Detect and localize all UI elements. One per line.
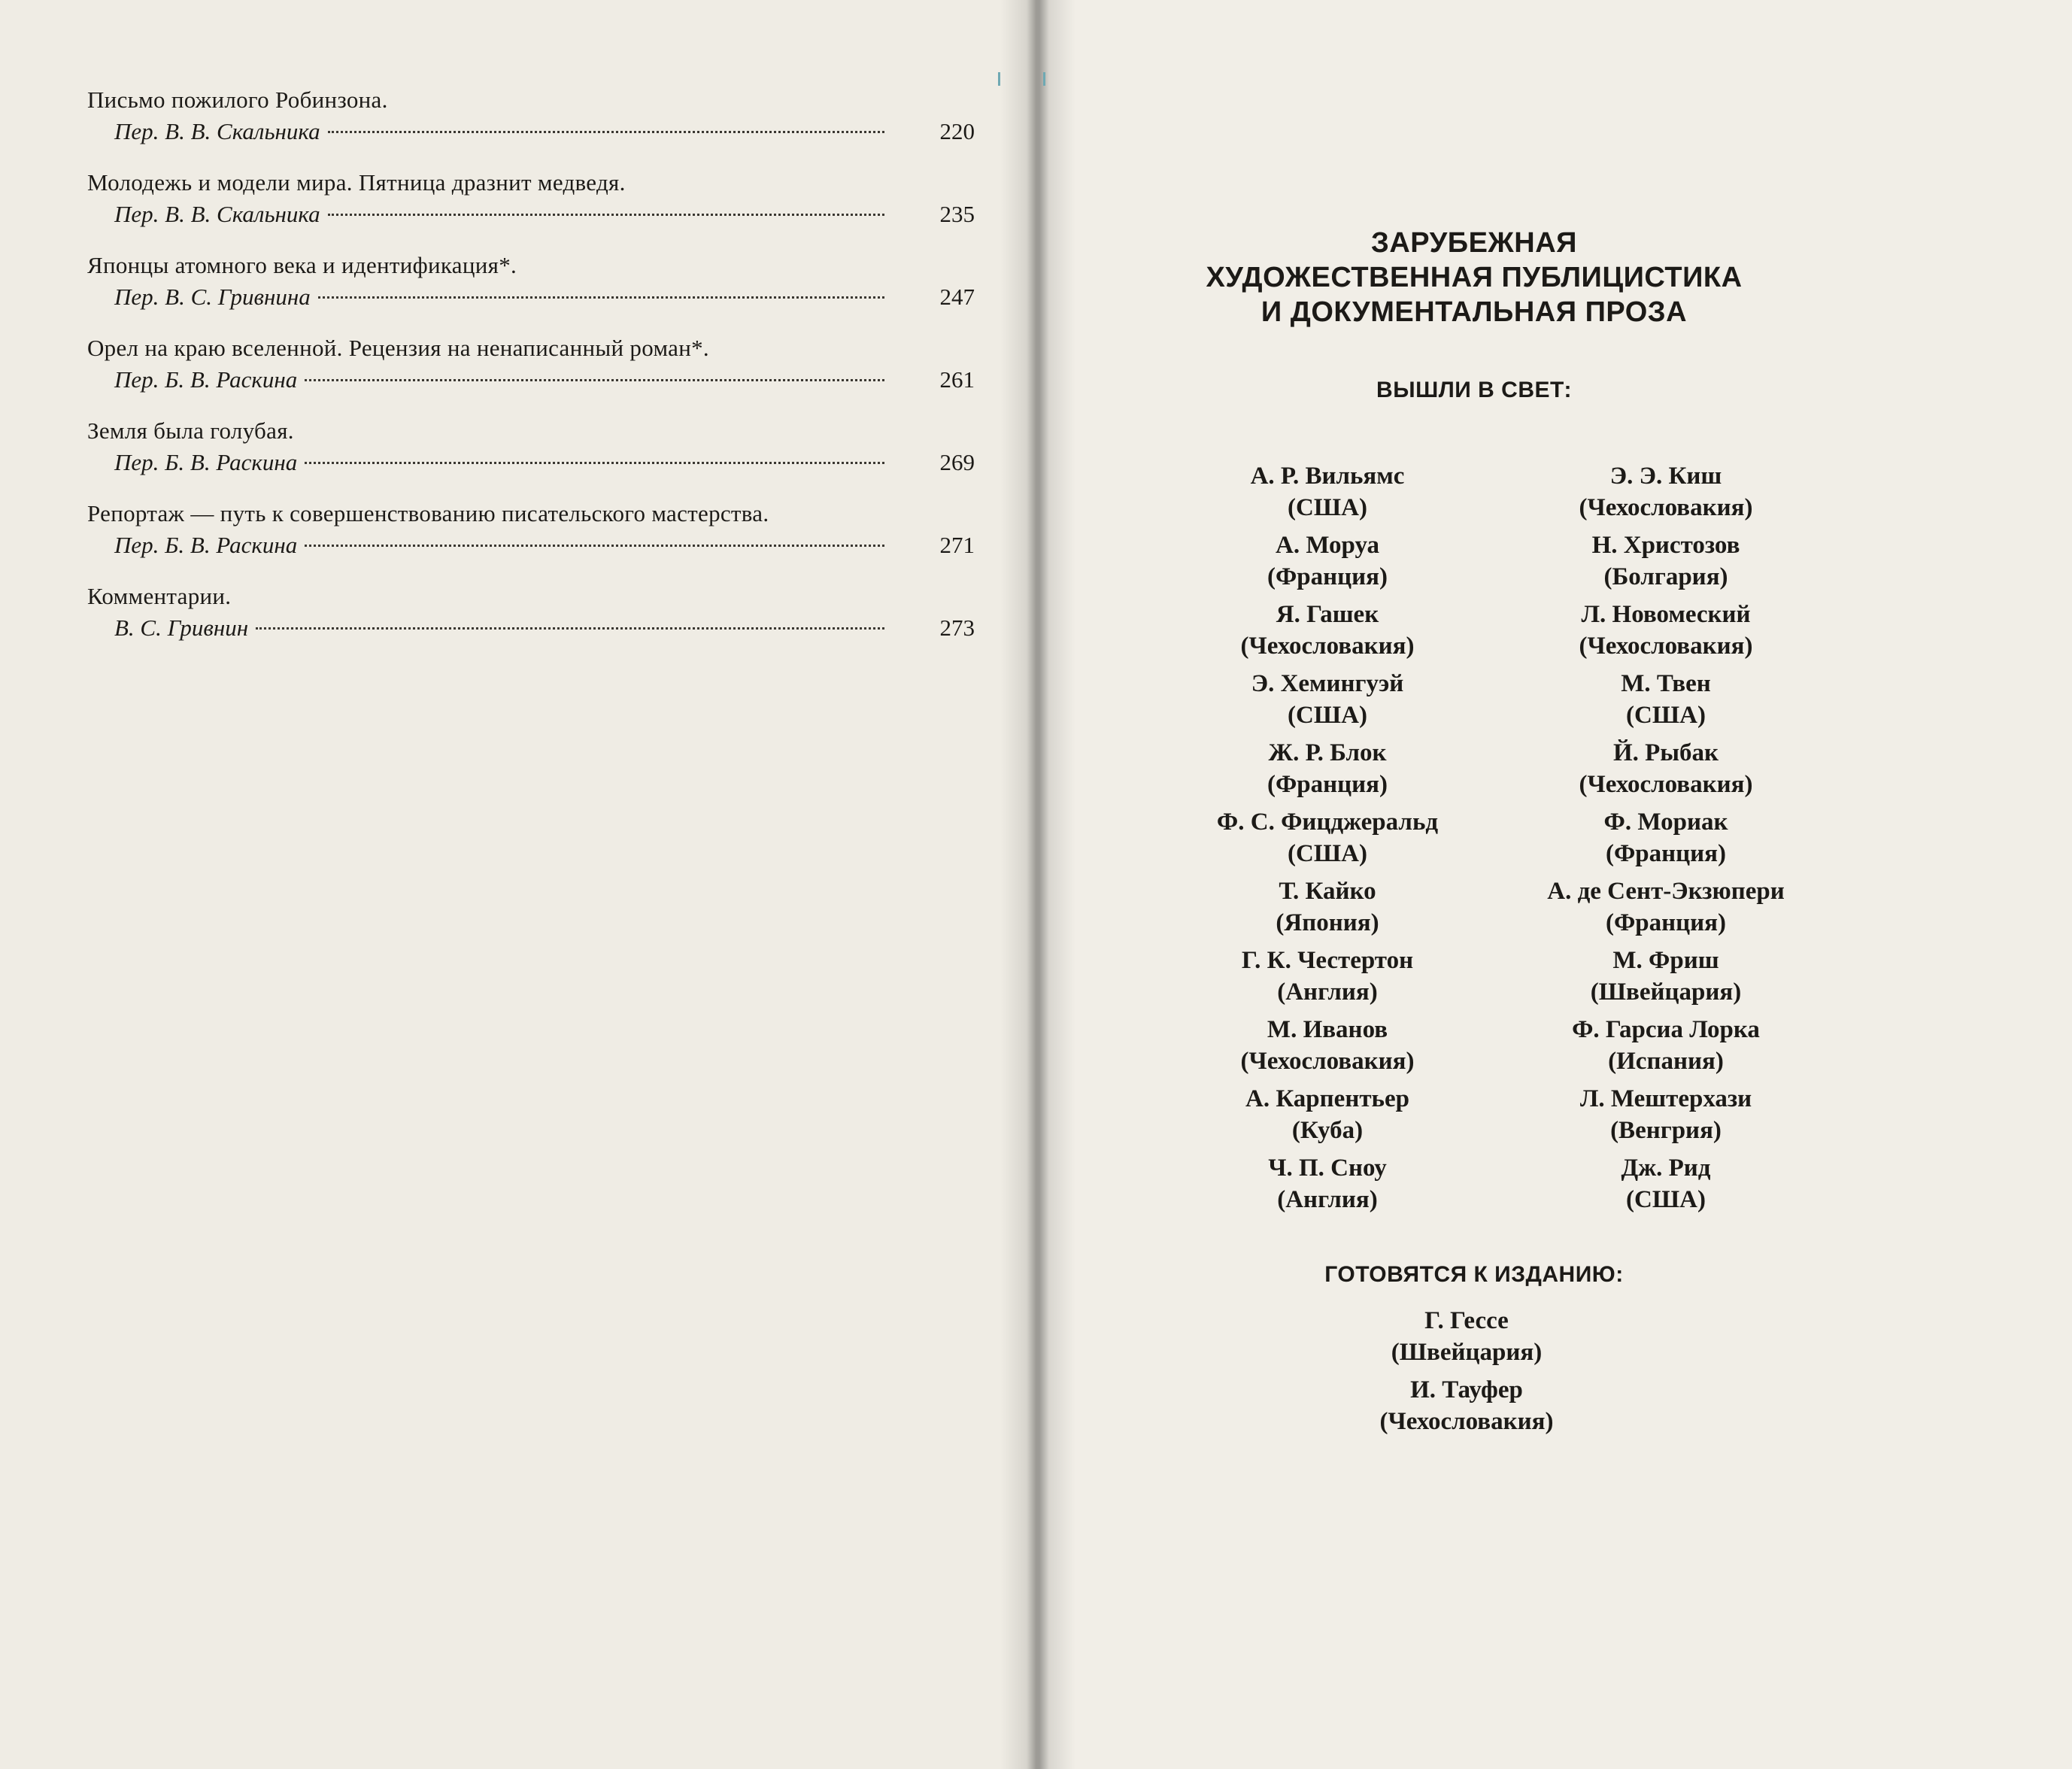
author-name: Ж. Р. Блок [1268, 739, 1387, 766]
author-name: Т. Кайко [1279, 878, 1376, 905]
author-country: (США) [1288, 702, 1367, 729]
dot-leader [256, 627, 884, 630]
table-of-contents [87, 84, 975, 663]
author-entry [1147, 1014, 1508, 1077]
author-name: Ч. П. Сноу [1268, 1155, 1387, 1182]
author-country: (Чехословакия) [1579, 771, 1753, 798]
author-name: Ф. Гарсиа Лорка [1572, 1016, 1760, 1043]
author-name: А. Моруа [1275, 532, 1380, 559]
author-entry [1286, 1305, 1647, 1368]
author-entry [1147, 1152, 1508, 1215]
toc-entry-page: 235 [939, 201, 975, 227]
published-heading: ВЫШЛИ В СВЕТ: [1376, 378, 1572, 402]
author-country: (Чехословакия) [1240, 1048, 1415, 1075]
toc-entry-author: В. С. Гривнин [114, 614, 249, 641]
toc-entry-author: Пер. Б. В. Раскина [114, 532, 298, 558]
author-country: (Англия) [1277, 979, 1378, 1006]
toc-entry-title: Орел на краю вселенной. Рецензия на ненаписанный роман*. [87, 335, 709, 361]
author-name: А. де Сент-Экзюпери [1547, 878, 1785, 905]
author-entry [1485, 668, 1846, 731]
author-name: Й. Рыбак [1612, 739, 1719, 766]
author-name: Г. К. Честертон [1241, 947, 1414, 974]
dot-leader [328, 214, 884, 216]
author-entry [1147, 875, 1508, 939]
author-entry [1485, 945, 1846, 1008]
toc-entry-title: Письмо пожилого Робинзона. [87, 86, 388, 113]
author-name: Я. Гашек [1276, 601, 1379, 628]
author-name: И. Тауфер [1410, 1376, 1523, 1403]
author-name: Э. Хемингуэй [1251, 670, 1404, 697]
author-entry [1485, 1152, 1846, 1215]
author-country: (Болгария) [1603, 563, 1728, 590]
toc-entry-page: 247 [939, 284, 975, 310]
toc-entry-author: Пер. Б. В. Раскина [114, 449, 298, 475]
toc-entry [87, 332, 975, 396]
toc-entry-title: Японцы атомного века и идентификация*. [87, 252, 517, 278]
published-list-left [1147, 460, 1508, 1221]
author-country: (Франция) [1267, 771, 1388, 798]
author-name: Л. Новомеский [1581, 601, 1751, 628]
toc-entry [87, 84, 975, 147]
author-country: (Япония) [1276, 909, 1379, 936]
author-country: (Куба) [1291, 1117, 1364, 1144]
published-list-right [1485, 460, 1846, 1221]
author-entry [1147, 460, 1508, 523]
author-entry [1147, 599, 1508, 662]
author-name: А. Карпентьер [1245, 1085, 1409, 1112]
author-country: (США) [1288, 840, 1367, 867]
crop-mark [998, 72, 1000, 86]
toc-entry [87, 581, 975, 644]
dot-leader [305, 379, 884, 381]
author-entry [1485, 460, 1846, 523]
author-country: (США) [1288, 494, 1367, 521]
toc-entry-author: Пер. Б. В. Раскина [114, 366, 298, 393]
toc-entry-line [87, 116, 975, 147]
crop-mark [1043, 72, 1045, 86]
author-name: Л. Мештерхази [1579, 1085, 1752, 1112]
toc-entry [87, 415, 975, 478]
toc-entry-line [87, 364, 975, 396]
toc-entry-author: Пер. В. В. Скальника [114, 118, 320, 144]
author-name: Ф. Мориак [1603, 809, 1728, 836]
author-entry [1485, 599, 1846, 662]
author-country: (Испания) [1608, 1048, 1724, 1075]
toc-entry-line [87, 281, 975, 313]
toc-entry-page: 271 [939, 532, 975, 558]
author-name: Дж. Рид [1621, 1155, 1711, 1182]
author-name: М. Иванов [1267, 1016, 1388, 1043]
author-entry [1485, 806, 1846, 869]
toc-entry-page: 220 [939, 118, 975, 144]
toc-entry-line [87, 199, 975, 230]
book-gutter [1000, 0, 1075, 1769]
toc-entry [87, 498, 975, 561]
toc-entry-page: 269 [939, 449, 975, 475]
author-name: Н. Христозов [1591, 532, 1740, 559]
toc-entry-title: Комментарии. [87, 583, 232, 609]
author-entry [1147, 945, 1508, 1008]
author-country: (Франция) [1605, 840, 1727, 867]
series-title-line: ЗАРУБЕЖНАЯ [1371, 227, 1577, 259]
toc-entry-line [87, 612, 975, 644]
author-entry [1147, 737, 1508, 800]
toc-entry-page: 261 [939, 366, 975, 393]
author-entry [1286, 1374, 1647, 1437]
author-country: (Франция) [1267, 563, 1388, 590]
author-country: (Чехословакия) [1579, 633, 1753, 660]
toc-entry-page: 273 [939, 614, 975, 641]
author-name: Э. Э. Киш [1609, 463, 1722, 490]
series-title-line: ХУДОЖЕСТВЕННАЯ ПУБЛИЦИСТИКА [1206, 262, 1743, 293]
toc-entry-author: Пер. В. С. Гривнина [114, 284, 311, 310]
toc-entry-title: Молодежь и модели мира. Пятница дразнит медведя. [87, 169, 626, 196]
author-entry [1147, 529, 1508, 593]
toc-entry-line [87, 447, 975, 478]
author-country: (Англия) [1277, 1186, 1378, 1213]
author-entry [1147, 1083, 1508, 1146]
toc-entry-title: Репортаж — путь к совершенствованию писательского мастерства. [87, 500, 769, 526]
author-entry [1485, 1083, 1846, 1146]
author-country: (Венгрия) [1610, 1117, 1722, 1144]
author-entry [1485, 737, 1846, 800]
author-country: (Швейцария) [1391, 1339, 1543, 1366]
author-country: (Чехословакия) [1240, 633, 1415, 660]
forthcoming-list [1286, 1305, 1647, 1443]
author-entry [1485, 875, 1846, 939]
author-country: (США) [1626, 1186, 1706, 1213]
author-country: (Чехословакия) [1379, 1408, 1554, 1435]
series-title [1158, 226, 1790, 329]
dot-leader [318, 296, 884, 299]
author-country: (Швейцария) [1590, 979, 1742, 1006]
author-name: Ф. С. Фицджеральд [1216, 809, 1439, 836]
author-country: (Чехословакия) [1579, 494, 1753, 521]
toc-entry [87, 167, 975, 230]
author-name: М. Фриш [1612, 947, 1719, 974]
toc-entry-title: Земля была голубая. [87, 417, 294, 444]
author-country: (Франция) [1605, 909, 1727, 936]
author-entry [1147, 806, 1508, 869]
author-entry [1485, 1014, 1846, 1077]
toc-entry-author: Пер. В. В. Скальника [114, 201, 320, 227]
dot-leader [305, 545, 884, 547]
dot-leader [328, 131, 884, 133]
author-name: А. Р. Вильямс [1250, 463, 1405, 490]
author-entry [1485, 529, 1846, 593]
forthcoming-heading: ГОТОВЯТСЯ К ИЗДАНИЮ: [1324, 1262, 1624, 1287]
author-name: Г. Гессе [1424, 1307, 1509, 1334]
toc-entry-line [87, 529, 975, 561]
author-country: (США) [1626, 702, 1706, 729]
author-name: М. Твен [1621, 670, 1711, 697]
series-title-line: И ДОКУМЕНТАЛЬНАЯ ПРОЗА [1260, 296, 1688, 328]
author-entry [1147, 668, 1508, 731]
toc-entry [87, 250, 975, 313]
dot-leader [305, 462, 884, 464]
